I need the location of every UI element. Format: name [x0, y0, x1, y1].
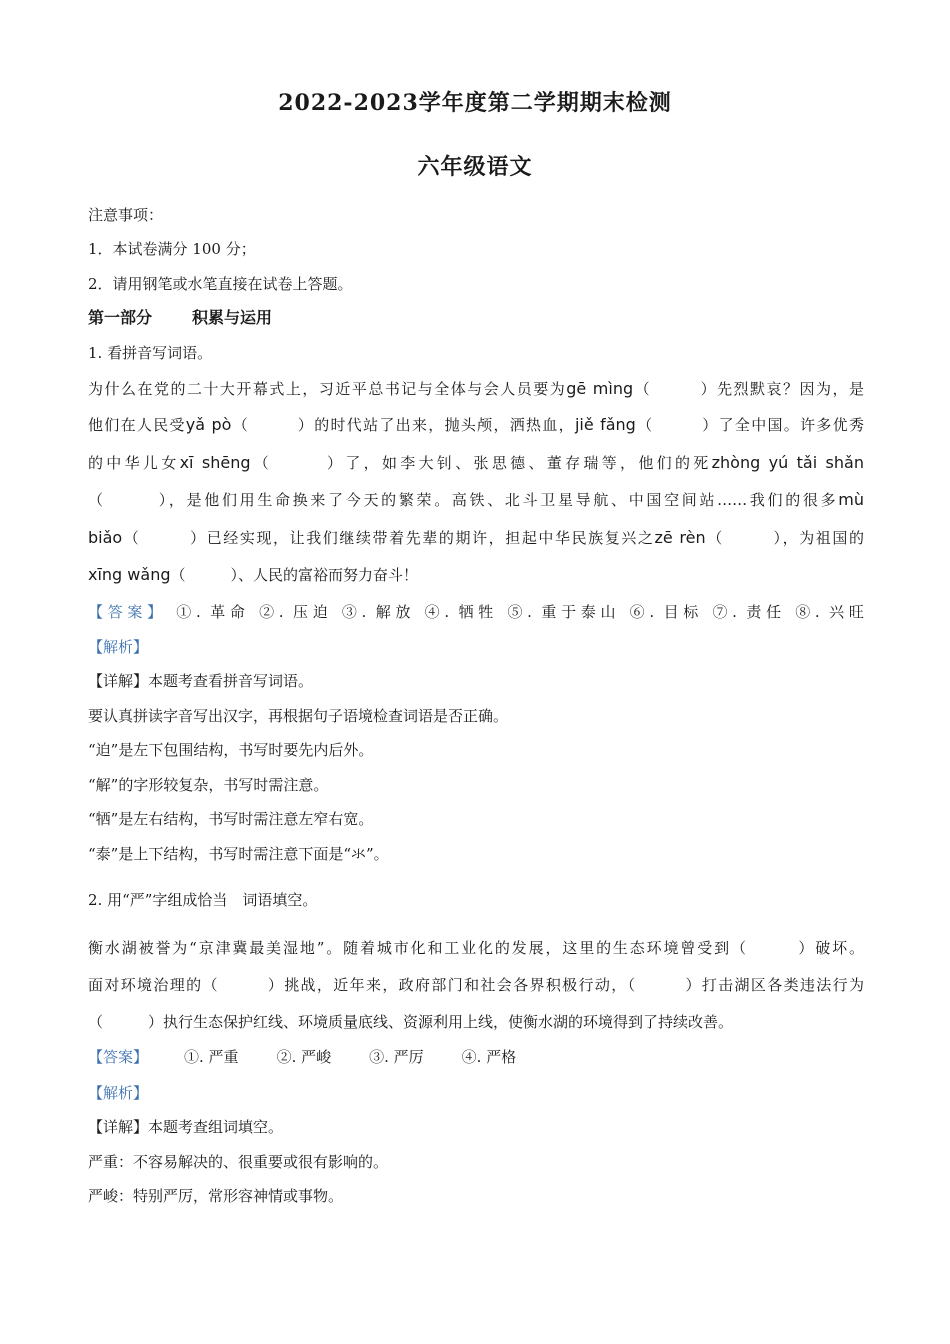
q2-detail [88, 1116, 864, 1138]
answer-item: ①. 革命 [176, 603, 250, 621]
q1-explanation-2: “迫”是左下包围结构，书写时要先内后外。 [88, 741, 374, 759]
q2-paragraph-line-3: （ ）执行生态保护红线、环境质量底线、资源利用上线，使衡水湖的环境得到了持续改善。 [88, 1013, 734, 1031]
answer-item: ③. 解放 [341, 603, 416, 621]
answer-item: ①. 严重 [184, 1048, 239, 1066]
answer-item: ②. 压迫 [259, 603, 333, 621]
q1-text: 为什么在党的二十大开幕式上，习近平总书记与全体与会人员要为 [88, 380, 567, 398]
q1-explanation-3: “解”的字形较复杂，书写时需注意。 [88, 776, 329, 794]
pinyin: jiě fǎng [574, 415, 636, 434]
exam-subject: 六年级语文 [417, 154, 533, 180]
q1-title: 1. 看拼音写词语。 [88, 344, 213, 362]
answer-item: ⑤. 重于泰山 [507, 603, 621, 621]
q2-explanation-1: 严重：不容易解决的、很重要或很有影响的。 [88, 1153, 389, 1171]
answer-item: ⑦. 责任 [712, 603, 786, 621]
q1-explanation-5: “泰”是上下结构，书写时需注意下面是“氺”。 [88, 845, 389, 863]
q1-text: （ ），为祖国的 [705, 529, 864, 547]
section-title: 积累与运用 [192, 308, 273, 327]
q1-text: （ ）了全中国。许多优秀 [635, 416, 864, 434]
detail-text: 本题考查看拼音写词语。 [148, 672, 314, 690]
analysis-tag: 【解析】 [88, 1084, 149, 1102]
q1-text: （ ），是他们用生命换来了今天的繁荣。高铁、北斗卫星导航、中国空间站……我们的很多 [88, 491, 839, 509]
q1-paragraph-line-6 [88, 564, 864, 586]
q2-paragraph-line-1: 衡水湖被誉为“京津冀最美湿地”。随着城市化和工业化的发展，这里的生态环境曾受到（ ）破坏。 [88, 939, 864, 957]
q1-text: （ ）了，如李大钊、张思德、董存瑞等，他们的死 [250, 454, 712, 472]
section-heading [88, 307, 864, 329]
q1-explanation-1: 要认真拼读字音写出汉字，再根据句子语境检查词语是否正确。 [88, 707, 509, 725]
answer-item: ④. 牺牲 [424, 603, 498, 621]
q1-paragraph-line-3 [88, 452, 864, 474]
answer-item: ⑧. 兴旺 [795, 603, 864, 621]
q1-explanation-4: “牺”是左右结构，书写时需注意左窄右宽。 [88, 810, 374, 828]
q2-explanation-2: 严峻：特别严厉，常形容神情或事物。 [88, 1187, 344, 1205]
q1-paragraph-line-1 [88, 378, 864, 400]
pinyin: zhòng yú tǎi shǎn [711, 453, 864, 472]
answer-tag: 【答案】 [88, 1048, 149, 1066]
detail-tag: 【详解】 [88, 1118, 149, 1136]
q1-paragraph-line-4 [88, 489, 864, 511]
exam-title: 2022-2023学年度第二学期期末检测 [278, 90, 672, 116]
q1-text: （ ）、人民的富裕而努力奋斗！ [170, 566, 418, 584]
section-label: 第一部分 [88, 308, 153, 327]
pinyin: xī shēng [179, 453, 251, 472]
detail-text: 本题考查组词填空。 [148, 1118, 284, 1136]
pinyin: biǎo [88, 528, 123, 547]
note-item-2: 2．请用钢笔或水笔直接在试卷上答题。 [88, 275, 353, 293]
pinyin: gē mìng [566, 379, 634, 398]
answer-item: ③. 严厉 [369, 1048, 424, 1066]
pinyin: yǎ pò [185, 415, 232, 434]
q1-text: （ ）先烈默哀？因为，是 [633, 380, 864, 398]
q2-answer-row [88, 1046, 864, 1068]
answer-item: ⑥. 目标 [629, 603, 703, 621]
q1-paragraph-line-2 [88, 414, 864, 436]
q1-text: （ ）已经实现，让我们继续带着先辈的期许，担起中华民族复兴之 [122, 529, 655, 547]
q1-text: （ ）的时代站了出来，抛头颅，洒热血， [231, 416, 575, 434]
q2-title: 2. 用“严”字组成恰当 词语填空。 [88, 891, 318, 909]
note-item-1: 1．本试卷满分 100 分； [88, 240, 256, 258]
notes-label: 注意事项： [88, 206, 164, 224]
detail-tag: 【详解】 [88, 672, 149, 690]
pinyin: zē rèn [654, 528, 706, 547]
q1-detail [88, 670, 864, 692]
answer-item: ④. 严格 [461, 1048, 517, 1066]
q1-text: 他们在人民受 [88, 416, 186, 434]
pinyin: mù [838, 490, 864, 509]
q1-text: 的中华儿女 [88, 454, 180, 472]
analysis-tag: 【解析】 [88, 638, 149, 656]
pinyin: xīng wǎng [88, 565, 171, 584]
answer-tag: 【答案】 [88, 603, 167, 621]
q2-paragraph-line-2: 面对环境治理的（ ）挑战，近年来，政府部门和社会各界积极行动，（ ）打击湖区各类违法行为 [88, 976, 864, 994]
q1-answer-row [88, 601, 864, 623]
answer-item: ②. 严峻 [276, 1048, 332, 1066]
q1-paragraph-line-5 [88, 527, 864, 549]
